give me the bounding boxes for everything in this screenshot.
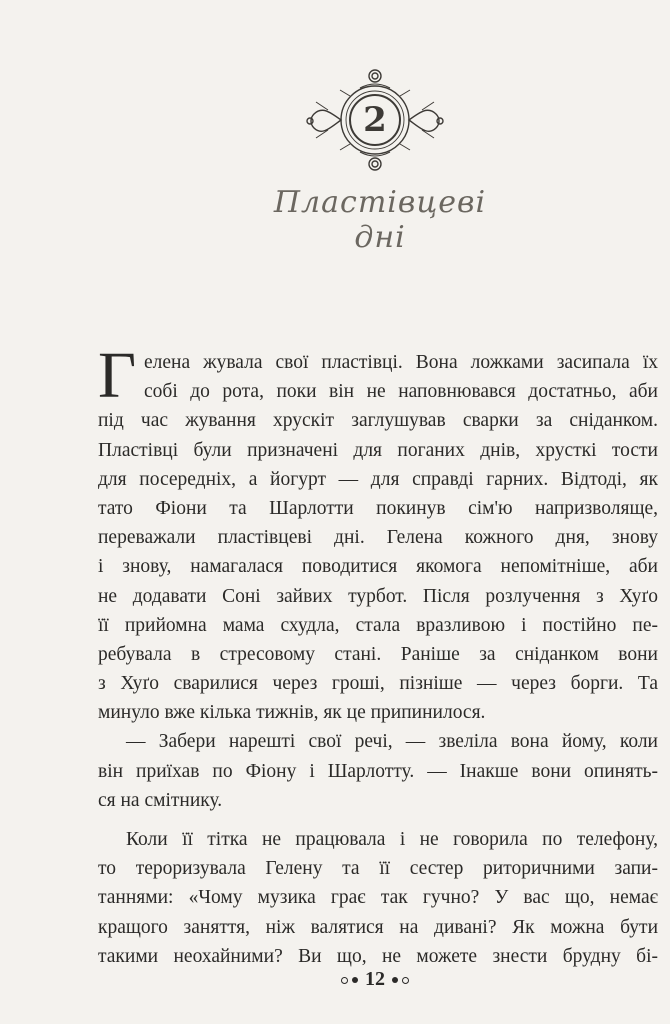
text-line: такими неохайними? Ви що, не можете знести брудну бі- (98, 945, 658, 967)
ornament-dot-icon (392, 977, 398, 983)
text-line: для посередніх, а йогурт — для справді гарних. Відтоді, як (98, 468, 658, 490)
text-line: він приїхав по Фіону і Шарлотту. — Інакше вони опинять- (98, 760, 658, 782)
text-line: елена жувала свої пластівці. Вона ложками засипала їх (144, 352, 658, 373)
drop-cap: Г (98, 339, 137, 412)
text-line: її прийомна мама схудла, стала вразливою і постійно пе- (98, 614, 658, 636)
ornament-ring-icon (402, 977, 409, 984)
text-line: то тероризувала Гелену та її сестер риторичними запи- (98, 858, 658, 880)
page-number-value: 12 (365, 968, 385, 990)
text-line: минуло вже кілька тижнів, як це припинилося. (98, 702, 486, 724)
text-line: не додавати Соні зайвих турбот. Після розлучення з Хуґо (98, 585, 658, 607)
text-line: Коли її тітка не працювала і не говорила по телефону, (126, 829, 658, 850)
text-line: з Хуґо сварилися через гроші, пізніше — через борги. Та (98, 673, 658, 695)
text-line: під час жування хрускіт заглушував сварки за сніданком. (98, 410, 658, 432)
body-text (98, 339, 658, 971)
text-line: таннями: «Чому музика грає так гучно? У вас що, немає (98, 887, 658, 909)
text-line: — Забери нарешті свої речі, — звеліла вона йому, коли (126, 731, 658, 753)
ornament-dot-icon (352, 977, 358, 983)
chapter-title: Пластівцеві дні (273, 185, 487, 255)
ornament-ring-icon (341, 977, 348, 984)
text-line: собі до рота, поки він не наповнювався достатньо, аби (144, 381, 658, 403)
text-line: і знову, намагалася поводитися якомога непомітніше, аби (98, 556, 658, 578)
text-line: тато Фіони та Шарлотти покинув сім'ю напризволяще, (98, 497, 658, 519)
paragraph (98, 825, 658, 971)
text-line: Пластівці були призначені для поганих днів, хрусткі тости (98, 439, 658, 461)
paragraph (98, 727, 658, 815)
page-number (300, 968, 450, 991)
text-line: кращого заняття, ніж валятися на дивані? Як можна бути (98, 916, 658, 938)
chapter-number: 2 (363, 100, 387, 140)
text-line: ребувала в стресовому стані. Раніше за сніданком вони (98, 643, 658, 665)
paragraph (98, 339, 658, 727)
paragraph-gap (98, 815, 658, 825)
text-line: переважали пластівцеві дні. Гелена кожного дня, знову (98, 527, 658, 549)
text-line: ся на смітнику. (98, 789, 223, 811)
